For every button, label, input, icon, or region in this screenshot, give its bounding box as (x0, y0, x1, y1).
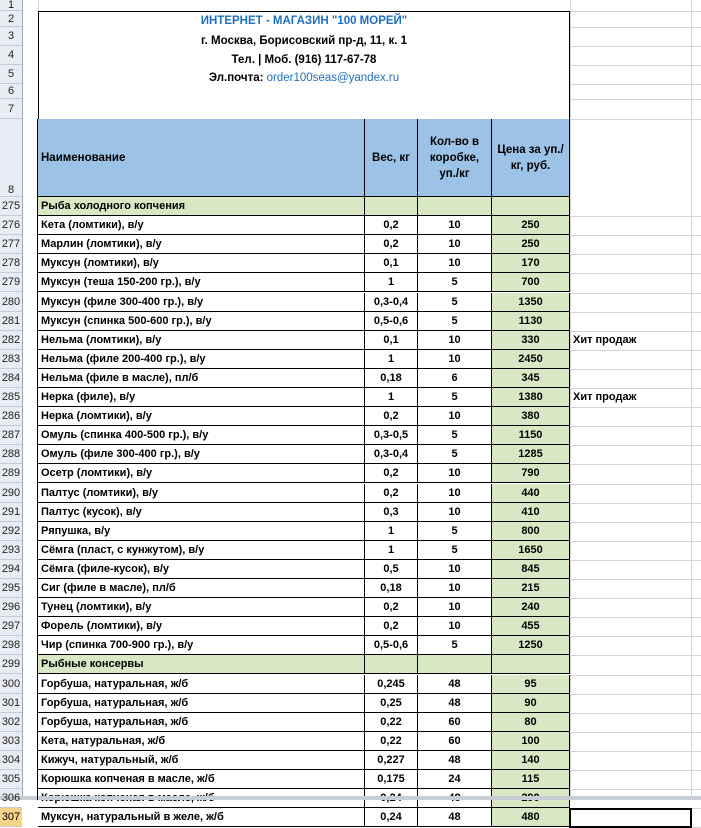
cell-price[interactable] (492, 197, 570, 216)
row-number[interactable]: 298 (0, 636, 22, 655)
gridline (570, 46, 701, 47)
cell-qty[interactable]: 5 (418, 293, 492, 312)
gridline (570, 770, 701, 771)
cell-weight[interactable]: 0,18 (365, 369, 418, 388)
cell-name[interactable]: Рыбные консервы (38, 655, 365, 674)
gridline (691, 0, 692, 800)
cell-name[interactable]: Марлин (ломтики), в/у (38, 235, 365, 254)
cell-qty[interactable]: 5 (418, 541, 492, 560)
shop-address: г. Москва, Борисовский пр-д, 11, к. 1 (201, 35, 407, 47)
cell-qty[interactable]: 10 (418, 350, 492, 369)
row-number[interactable]: 275 (0, 197, 22, 216)
cell-name[interactable]: Муксун, натуральный в желе, ж/б (38, 808, 365, 827)
cell-weight[interactable]: 0,1 (365, 331, 418, 350)
row-number[interactable]: 302 (0, 713, 22, 732)
gridline (570, 713, 701, 714)
cell-price[interactable]: 455 (492, 617, 570, 636)
gridline (570, 426, 701, 427)
cell-weight[interactable]: 0,24 (365, 808, 418, 827)
gridline (570, 235, 701, 236)
gridline (570, 350, 701, 351)
cell-name[interactable]: Палтус (ломтики), в/у (38, 484, 365, 503)
cell-weight[interactable]: 0,22 (365, 732, 418, 751)
gridline (570, 560, 701, 561)
email-label: Эл.почта: (208, 72, 267, 84)
row-number[interactable]: 288 (0, 445, 22, 464)
cell-name[interactable]: Форель (ломтики), в/у (38, 617, 365, 636)
gridline (570, 312, 701, 313)
cell-name[interactable]: Муксун (спинка 500-600 гр.), в/у (38, 312, 365, 331)
cell-qty[interactable]: 10 (418, 617, 492, 636)
gridline (570, 522, 701, 523)
cell-name[interactable]: Омуль (спинка 400-500 гр.), в/у (38, 426, 365, 445)
cell-weight[interactable]: 0,3-0,4 (365, 445, 418, 464)
cell-name[interactable]: Нельма (филе в масле), пл/б (38, 369, 365, 388)
cell-name[interactable]: Корюшка копченая в масле, ж/б (38, 770, 365, 789)
row-number[interactable]: 4 (0, 46, 22, 65)
cell-name[interactable]: Горбуша, натуральная, ж/б (38, 694, 365, 713)
cell-price[interactable]: 80 (492, 713, 570, 732)
gridline (570, 464, 701, 465)
cell-qty[interactable]: 5 (418, 636, 492, 655)
cell-name[interactable]: Ряпушка, в/у (38, 522, 365, 541)
cell-price[interactable]: 90 (492, 694, 570, 713)
cell-qty[interactable]: 10 (418, 579, 492, 598)
cell-name[interactable]: Муксун (филе 300-400 гр.), в/у (38, 293, 365, 312)
gridline (570, 293, 701, 294)
gridline (570, 445, 701, 446)
gridline (570, 484, 701, 485)
row-number[interactable]: 301 (0, 694, 22, 713)
gridline (570, 655, 701, 656)
gridline (570, 579, 701, 580)
gridline (570, 65, 701, 66)
cell-name[interactable]: Нельма (филе 200-400 гр.), в/у (38, 350, 365, 369)
row-number[interactable]: 294 (0, 560, 22, 579)
cell-weight[interactable]: 0,2 (365, 407, 418, 426)
cell-qty[interactable]: 48 (418, 751, 492, 770)
cell-price[interactable]: 2450 (492, 350, 570, 369)
row-number[interactable]: 295 (0, 579, 22, 598)
cell-qty[interactable]: 6 (418, 369, 492, 388)
cell-weight[interactable]: 0,1 (365, 254, 418, 273)
row-number[interactable]: 1 (0, 0, 22, 11)
row-number[interactable]: 7 (0, 99, 22, 119)
gridline (570, 541, 701, 542)
cell-name[interactable]: Горбуша, натуральная, ж/б (38, 713, 365, 732)
row-number[interactable]: 3 (0, 27, 22, 46)
cell-weight[interactable]: 0,5-0,6 (365, 312, 418, 331)
row-number[interactable]: 276 (0, 216, 22, 235)
cell-qty[interactable]: 10 (418, 331, 492, 350)
row-number[interactable]: 293 (0, 541, 22, 560)
row-number[interactable]: 280 (0, 293, 22, 312)
cell-weight[interactable]: 1 (365, 522, 418, 541)
cell-price[interactable]: 700 (492, 273, 570, 292)
email-link[interactable]: order100seas@yandex.ru (266, 72, 400, 84)
row-number[interactable]: 2 (0, 11, 22, 27)
cell-price[interactable]: 410 (492, 503, 570, 522)
cell-price[interactable]: 440 (492, 484, 570, 503)
cell-weight[interactable]: 0,2 (365, 216, 418, 235)
cell-price[interactable]: 215 (492, 579, 570, 598)
cell-price[interactable]: 380 (492, 407, 570, 426)
cell-weight[interactable]: 0,2 (365, 235, 418, 254)
cell-name[interactable]: Нерка (ломтики), в/у (38, 407, 365, 426)
cell-weight[interactable] (365, 197, 418, 216)
shop-phone: Тел. | Моб. (916) 117-67-78 (231, 54, 377, 66)
row-number[interactable]: 303 (0, 732, 22, 751)
gridline (570, 751, 701, 752)
cell-name[interactable]: Рыба холодного копчения (38, 197, 365, 216)
cell-price[interactable]: 95 (492, 675, 570, 694)
row-number[interactable]: 277 (0, 235, 22, 254)
gridline (570, 407, 701, 408)
gridline (570, 694, 701, 695)
row-number[interactable]: 286 (0, 407, 22, 426)
cell-weight[interactable]: 0,5 (365, 560, 418, 579)
row-number[interactable]: 290 (0, 484, 22, 503)
cell-name[interactable]: Чир (спинка 700-900 гр.), в/у (38, 636, 365, 655)
gridline (570, 0, 571, 800)
row-number[interactable]: 305 (0, 770, 22, 789)
cell-note[interactable]: Хит продаж (573, 391, 637, 403)
cell-weight[interactable]: 1 (365, 541, 418, 560)
row-number[interactable]: 5 (0, 65, 22, 84)
cell-qty[interactable]: 10 (418, 254, 492, 273)
cell-qty[interactable]: 10 (418, 560, 492, 579)
cell-qty[interactable]: 5 (418, 312, 492, 331)
row-number[interactable]: 8 (0, 119, 22, 197)
row-number[interactable]: 289 (0, 464, 22, 483)
cell-name[interactable]: Нерка (филе), в/у (38, 388, 365, 407)
gridline (38, 0, 39, 11)
gridline (570, 636, 701, 637)
gridline (570, 732, 701, 733)
cell-qty[interactable]: 10 (418, 484, 492, 503)
cell-name[interactable]: Горбуша, натуральная, ж/б (38, 675, 365, 694)
cell-price[interactable] (492, 655, 570, 674)
cell-name[interactable]: Сёмга (пласт, с кунжутом), в/у (38, 541, 365, 560)
cell-weight[interactable]: 0,3-0,5 (365, 426, 418, 445)
cell-price[interactable]: 1250 (492, 636, 570, 655)
gridline (570, 331, 701, 332)
gridline (570, 369, 701, 370)
gridline (570, 789, 701, 790)
cell-qty[interactable]: 60 (418, 713, 492, 732)
active-cell-selection[interactable] (569, 808, 692, 828)
cell-weight[interactable]: 0,2 (365, 598, 418, 617)
cell-qty[interactable]: 24 (418, 770, 492, 789)
cell-name[interactable]: Муксун (теша 150-200 гр.), в/у (38, 273, 365, 292)
cell-qty[interactable] (418, 655, 492, 674)
cell-weight[interactable]: 0,175 (365, 770, 418, 789)
cell-price[interactable]: 250 (492, 216, 570, 235)
cell-qty[interactable]: 60 (418, 732, 492, 751)
cell-qty[interactable]: 5 (418, 273, 492, 292)
gridline (570, 99, 701, 100)
cell-weight[interactable]: 0,18 (365, 579, 418, 598)
cell-name[interactable]: Муксун (ломтики), в/у (38, 254, 365, 273)
cell-name[interactable]: Палтус (кусок), в/у (38, 503, 365, 522)
cell-weight[interactable]: 0,2 (365, 617, 418, 636)
cell-weight[interactable]: 0,25 (365, 694, 418, 713)
cell-qty[interactable]: 48 (418, 808, 492, 827)
cell-qty[interactable]: 10 (418, 216, 492, 235)
row-number[interactable]: 292 (0, 522, 22, 541)
row-number[interactable]: 300 (0, 675, 22, 694)
cell-price[interactable]: 1380 (492, 388, 570, 407)
cell-weight[interactable]: 0,227 (365, 751, 418, 770)
cell-price[interactable]: 800 (492, 522, 570, 541)
cell-price[interactable]: 250 (492, 235, 570, 254)
row-number[interactable]: 307 (0, 808, 22, 827)
cell-price[interactable]: 1650 (492, 541, 570, 560)
cell-qty[interactable]: 10 (418, 464, 492, 483)
sheet-tab-bar[interactable] (0, 796, 701, 800)
cell-qty[interactable]: 10 (418, 598, 492, 617)
gridline (570, 388, 701, 389)
cell-name[interactable]: Омуль (филе 300-400 гр.), в/у (38, 445, 365, 464)
row-number[interactable]: 282 (0, 331, 22, 350)
gridline (570, 119, 701, 120)
header-frame (38, 11, 570, 119)
cell-note[interactable]: Хит продаж (573, 333, 637, 346)
row-number[interactable]: 304 (0, 751, 22, 770)
cell-name[interactable]: Кета, натуральная, ж/б (38, 732, 365, 751)
cell-weight[interactable]: 0,245 (365, 675, 418, 694)
cell-price[interactable]: 1350 (492, 293, 570, 312)
cell-price[interactable]: 115 (492, 770, 570, 789)
row-number[interactable]: 284 (0, 369, 22, 388)
gridline (570, 84, 701, 85)
cell-weight[interactable]: 0,5-0,6 (365, 636, 418, 655)
cell-price[interactable]: 480 (492, 808, 570, 827)
gridline (570, 27, 701, 28)
gridline (570, 503, 701, 504)
cell-qty[interactable]: 48 (418, 675, 492, 694)
row-number[interactable]: 297 (0, 617, 22, 636)
cell-name[interactable]: Кета (ломтики), в/у (38, 216, 365, 235)
row-number[interactable]: 283 (0, 350, 22, 369)
cell-qty[interactable]: 5 (418, 522, 492, 541)
cell-price[interactable]: 845 (492, 560, 570, 579)
cell-price[interactable]: 100 (492, 732, 570, 751)
cell-weight[interactable]: 0,22 (365, 713, 418, 732)
cell-price[interactable]: 330 (492, 331, 570, 350)
cell-weight[interactable]: 0,3 (365, 503, 418, 522)
row-number[interactable]: 287 (0, 426, 22, 445)
cell-weight[interactable]: 1 (365, 273, 418, 292)
table-left-border (37, 119, 38, 800)
cell-name[interactable]: Нельма (ломтики), в/у (38, 331, 365, 350)
cell-qty[interactable]: 5 (418, 445, 492, 464)
gridline (570, 216, 701, 217)
shop-title: ИНТЕРНЕТ - МАГАЗИН "100 МОРЕЙ" (200, 15, 408, 27)
gridline (570, 675, 701, 676)
row-number[interactable]: 285 (0, 388, 22, 407)
cell-price[interactable]: 170 (492, 254, 570, 273)
gridline (570, 617, 701, 618)
cell-weight[interactable]: 1 (365, 350, 418, 369)
cell-qty[interactable]: 48 (418, 694, 492, 713)
column-header-name[interactable]: Наименование (38, 119, 365, 197)
cell-price[interactable]: 140 (492, 751, 570, 770)
cell-price[interactable]: 345 (492, 369, 570, 388)
column-header-qty[interactable]: Кол-во в коробке, уп./кг (418, 119, 492, 197)
row-number[interactable]: 6 (0, 84, 22, 99)
row-number[interactable]: 291 (0, 503, 22, 522)
row-number[interactable]: 296 (0, 598, 22, 617)
cell-weight[interactable]: 1 (365, 388, 418, 407)
cell-name[interactable]: Кижуч, натуральный, ж/б (38, 751, 365, 770)
cell-weight[interactable]: 0,3-0,4 (365, 293, 418, 312)
gridline (570, 598, 701, 599)
column-header-price[interactable]: Цена за уп./кг, руб. (492, 119, 570, 197)
cell-price[interactable]: 1285 (492, 445, 570, 464)
cell-name[interactable]: Сиг (филе в масле), пл/б (38, 579, 365, 598)
cell-price[interactable]: 790 (492, 464, 570, 483)
cell-qty[interactable] (418, 197, 492, 216)
cell-qty[interactable]: 5 (418, 426, 492, 445)
cell-qty[interactable]: 10 (418, 407, 492, 426)
gridline (570, 273, 701, 274)
row-number[interactable]: 279 (0, 273, 22, 292)
cell-weight[interactable] (365, 655, 418, 674)
cell-weight[interactable]: 0,2 (365, 464, 418, 483)
row-number[interactable]: 306 (0, 789, 22, 808)
cell-name[interactable]: Осетр (ломтики), в/у (38, 464, 365, 483)
gridline (570, 254, 701, 255)
cell-price[interactable]: 240 (492, 598, 570, 617)
cell-weight[interactable]: 0,2 (365, 484, 418, 503)
cell-qty[interactable]: 5 (418, 388, 492, 407)
cell-name[interactable]: Тунец (ломтики), в/у (38, 598, 365, 617)
cell-price[interactable]: 1130 (492, 312, 570, 331)
gridline (570, 11, 701, 12)
row-number[interactable]: 278 (0, 254, 22, 273)
column-header-weight[interactable]: Вес, кг (365, 119, 418, 197)
cell-qty[interactable]: 10 (418, 235, 492, 254)
cell-name[interactable]: Сёмга (филе-кусок), в/у (38, 560, 365, 579)
row-number[interactable]: 299 (0, 655, 22, 674)
cell-price[interactable]: 1150 (492, 426, 570, 445)
cell-qty[interactable]: 10 (418, 503, 492, 522)
row-number[interactable]: 281 (0, 312, 22, 331)
